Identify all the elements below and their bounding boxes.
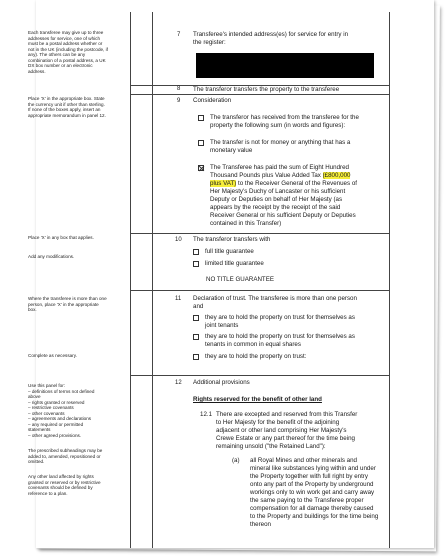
- margin-panel12a-line: – any required or permitted: [28, 421, 84, 427]
- margin-panel11-line: person, place 'X' in the appropriate: [28, 301, 99, 307]
- checkbox-checked-icon[interactable]: [198, 165, 204, 171]
- redacted-address-block: [196, 53, 374, 78]
- margin-note-panel10b: Add any modifications.: [28, 254, 75, 259]
- rights-reserved-heading: Rights reserved for the benefit of other land: [193, 396, 322, 403]
- margin-note-panel11: [28, 296, 128, 313]
- margin-panel12c-line: granted or reserved or by restrictive: [28, 479, 101, 485]
- divider-10-11: [130, 290, 389, 291]
- margin-panel11-line: box.: [28, 307, 37, 312]
- margin-panel12a-line: – other covenants: [28, 410, 65, 416]
- margin-panel9-line: If none of the boxes apply, insert an: [28, 107, 101, 112]
- highlighted-amount: (£800,000: [322, 171, 351, 179]
- joint-tenants-line: joint tenants: [205, 321, 239, 329]
- margin-note-panel7: [28, 30, 128, 74]
- clause-12-1-number: 12.1: [200, 411, 213, 418]
- consideration-money-line: The transferor has received from the transferee for the: [210, 114, 359, 121]
- checkbox-limited-title-icon[interactable]: [193, 261, 199, 267]
- panel9-title: Consideration: [193, 97, 232, 104]
- consideration-no-money-line: monetary value: [210, 146, 253, 154]
- consideration-other-line: appears by the receipt by the receipt of the said: [210, 203, 341, 211]
- checkbox-money-icon[interactable]: [198, 115, 204, 121]
- margin-note-panel11b: Complete as necessary.: [28, 353, 77, 358]
- margin-panel12b-line: omitted.: [28, 459, 45, 464]
- consideration-other-line: Receiver General or his sufficient Deputy or Deputies: [210, 211, 356, 219]
- margin-note-panel9: [28, 96, 128, 118]
- margin-note-panel12a: [28, 383, 128, 438]
- divider-11-12: [130, 375, 389, 376]
- margin-panel7-line: any). The others can be any: [28, 52, 86, 57]
- clause-a-line: to the Property and buildings for the time being: [250, 512, 379, 520]
- panel11-text: [193, 295, 387, 311]
- panel11-line: and: [193, 302, 204, 310]
- panel-number-7: 7: [177, 32, 181, 38]
- consideration-option-money-label: [210, 114, 359, 130]
- margin-panel7-line: Each transferee may give up to three: [28, 30, 104, 35]
- panel8-text: The transferor transfers the property to the transferee: [193, 86, 340, 93]
- margin-panel7-line: not in the UK (including the postcode, if: [28, 46, 108, 52]
- clause-12-1-line: remaining unsold ("the Retained Land"):: [216, 442, 326, 450]
- panel-number-10: 10: [175, 237, 182, 243]
- margin-panel9-line: Place 'X' in the appropriate box. State: [28, 96, 105, 101]
- margin-panel11-line: Where the transferee is more than one: [28, 296, 107, 301]
- margin-panel9-line: appropriate memorandum in panel 12.: [28, 112, 106, 118]
- right-border: [389, 12, 390, 548]
- consideration-money-line: property the following sum (in words and figures):: [210, 121, 346, 129]
- margin-panel7-line: DX box number or an electronic: [28, 63, 93, 68]
- margin-panel12a-line: – rights granted or reserved: [28, 399, 85, 405]
- margin-note-panel12c: [28, 474, 128, 496]
- panel12-title: Additional provisions: [193, 379, 250, 386]
- checkbox-full-title-icon[interactable]: [193, 249, 199, 255]
- margin-note-panel10a: Place 'X' in any box that applies.: [28, 235, 94, 240]
- panel7-line: the register:: [193, 38, 226, 46]
- consideration-other-line: Her Majesty's Duchy of Lancaster or his sufficient: [210, 187, 346, 195]
- clause-a-number: (a): [232, 457, 240, 464]
- margin-panel12c-line: Any other land affected by rights: [28, 474, 94, 479]
- consideration-no-money-line: The transfer is not for money or anything that has a: [210, 139, 351, 146]
- consideration-other-line: contained in this Transfer): [210, 219, 282, 227]
- clause-12-1-line: adjacent or other land comprising Her Majesty's: [216, 426, 347, 434]
- margin-panel9-line: the currency unit if other than sterling.: [28, 101, 105, 107]
- panel10-title: The transferor transfers with: [193, 236, 271, 243]
- margin-panel7-line: addresses for service, one of which: [28, 35, 101, 41]
- clause-12-1-text: [216, 411, 384, 451]
- margin-panel7-line: address.: [28, 68, 46, 74]
- highlighted-vat: plus VAT): [210, 179, 237, 187]
- clause-12-1-line: to Her Majesty for the benefit of the adjoining: [216, 418, 340, 426]
- checkbox-no-money-icon[interactable]: [198, 140, 204, 146]
- panel7-line: Transferee's intended address(es) for service for entry in: [193, 31, 349, 38]
- checkbox-joint-tenants-icon[interactable]: [193, 315, 199, 321]
- clause-a-line: compensation for all damage thereby caused: [250, 504, 374, 512]
- margin-panel12a-line: above: [28, 394, 41, 399]
- consideration-other-line: Deputy or Deputies on behalf of Her Majesty (as: [210, 195, 343, 203]
- clause-12-1-line: Crewe Estate or any part thereof for the time being: [216, 434, 355, 442]
- panel7-text: [193, 31, 385, 47]
- margin-panel12b-line: The prescribed subheadings may be: [28, 448, 103, 453]
- joint-tenants-line: they are to hold the property on trust for themselves as: [205, 314, 355, 321]
- panel11-line: Declaration of trust. The transferee is more than one person: [193, 295, 357, 302]
- panel-number-8: 8: [177, 86, 181, 92]
- clause-a-text: [250, 457, 384, 528]
- checkbox-hold-trust-icon[interactable]: [193, 354, 199, 360]
- number-column-border: [152, 12, 153, 548]
- tenants-common-line: tenants in common in equal shares: [205, 340, 301, 348]
- clause-a-line: the same paying to the Transferee proper: [250, 496, 364, 504]
- margin-panel7-line: must be a postal address whether or: [28, 41, 103, 46]
- checkbox-tenants-common-icon[interactable]: [193, 334, 199, 340]
- clause-a-line: onto any part of the Property by underground: [250, 480, 374, 488]
- panel-number-9: 9: [177, 98, 181, 104]
- margin-panel12a-line: – definitions of terms not defined: [28, 388, 95, 394]
- divider-8-9: [130, 94, 389, 95]
- clause-a-line: thereon: [250, 520, 271, 528]
- left-border: [130, 12, 131, 548]
- panel-number-12: 12: [175, 380, 182, 386]
- panel-number-11: 11: [175, 296, 182, 302]
- divider-9-10: [130, 233, 389, 234]
- margin-panel12a-line: – restrictive covenants: [28, 405, 74, 410]
- margin-panel12a-line: Use this panel for:: [28, 383, 66, 388]
- margin-panel12c-line: covenants should be defined by: [28, 485, 93, 490]
- clause-a-line: mineral like substances lying within and under: [250, 464, 376, 472]
- clause-12-1-line: There are excepted and reserved from this Transfer: [216, 411, 358, 418]
- margin-note-panel12b: [28, 448, 128, 465]
- margin-panel12c-line: reference to a plan.: [28, 490, 68, 496]
- no-title-guarantee-note: NO TITLE GUARANTEE: [206, 276, 274, 283]
- margin-panel12a-line: – other agreed provisions.: [28, 432, 82, 438]
- margin-panel12a-line: statements: [28, 427, 51, 432]
- clause-a-line: the Property together with full right by entry: [250, 472, 368, 480]
- margin-panel12b-line: added to, amended, repositioned or: [28, 453, 101, 459]
- margin-panel7-line: combination of a postal address, a UK: [28, 57, 106, 63]
- consideration-option-other-label: The Transferee has paid the sum of Eight Hundred Thousand Pounds plus Value Added Tax (£800,000 plus VAT) to the Receiver General of the Revenues of Her Majesty's Duchy of Lancaster or his sufficient Deputy or Deputies on behalf of Her Majesty (as appears by the receipt by the receipt of the said Receiver General or his sufficient Deputy or Deputies contained in this Transfer): [210, 164, 388, 228]
- clause-a-line: all Royal Mines and other minerals and: [250, 457, 357, 464]
- clause-a-line: workings only to win work get and carry away: [250, 488, 375, 496]
- tenants-common-line: they are to hold the property on trust for themselves as: [205, 333, 355, 340]
- consideration-option-no-money-label: [210, 139, 350, 155]
- margin-panel12a-line: – agreements and declarations: [28, 416, 92, 421]
